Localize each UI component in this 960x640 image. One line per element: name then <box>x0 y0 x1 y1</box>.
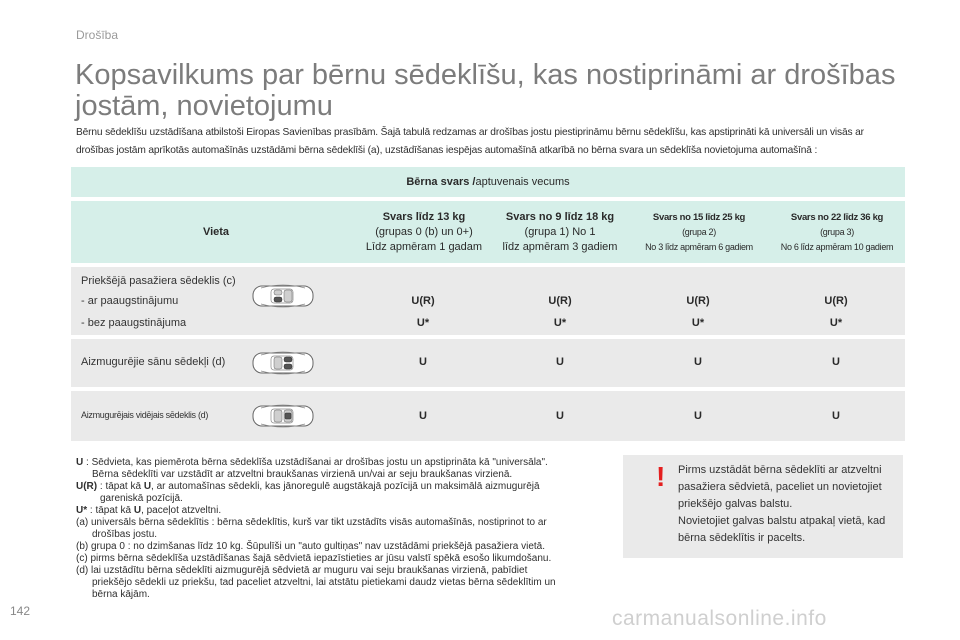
section-label: Drošība <box>76 28 119 42</box>
legend-u <box>76 457 616 469</box>
column-header-group-0 <box>359 201 489 263</box>
column-weight: Svars no 9 līdz 18 kg <box>505 210 615 223</box>
legend-text: : Sēdvieta, kas piemērota bērna sēdeklīša uzstādīšanai ar drošības jostu un apstiprināta kā "universāla". <box>83 457 548 468</box>
column-age: līdz apmēram 3 gadiem <box>502 240 618 253</box>
legend-text: , paceļot atzveltni. <box>141 505 222 516</box>
column-weight: Svars no 15 līdz 25 kg <box>652 211 746 223</box>
place-header <box>71 201 361 263</box>
legend-ur-cont: gareniskā pozīcijā. <box>100 493 183 504</box>
legend-note-a: (a) universāls bērna sēdeklītis : bērna sēdeklītis, kurš var tikt uzstādīts visās automašīnās, nostiprinot to ar <box>76 517 547 528</box>
legend-note-d: (d) lai uzstādītu bērna sēdeklīti aizmugurējā sēdvietā ar muguru vai seju braukšanas virzienā, pabīdiet <box>76 565 528 576</box>
cell-value: U(R) <box>548 295 572 307</box>
legend-note-d-cont: priekšējo sēdekli uz priekšu, tad paceliet atzveltni, lai atstātu pietiekami daudz vietas bērna sēdeklītim un <box>92 577 556 588</box>
legend-us <box>76 505 616 517</box>
cell-value: U <box>419 356 427 368</box>
cell-value: U(R) <box>824 295 848 307</box>
column-age: No 6 līdz apmēram 10 gadiem <box>780 241 894 252</box>
table-top-header <box>71 167 905 197</box>
row-label-without-booster: - bez paaugstinājuma <box>81 317 187 329</box>
column-weight: Svars no 22 līdz 36 kg <box>790 211 884 223</box>
legend-key: U <box>143 481 152 492</box>
cell-value: U* <box>416 317 430 329</box>
legend-text: , ar automašīnas sēdekli, kas jānoregulē augstākajā pozīcijā un maksimālā aizmugurējā <box>151 481 540 492</box>
column-group: (grupas 0 (b) un 0+) <box>375 225 473 238</box>
warning-paragraph-2: Novietojiet galvas balstu atpakaļ vietā, kad bērna sēdeklītis ir pacelts. <box>678 515 886 544</box>
column-age: Līdz apmēram 1 gadam <box>365 240 483 253</box>
car-seat-diagram-icon <box>251 283 315 309</box>
cell-value: U* <box>691 317 705 329</box>
legend-text: : tāpat kā <box>87 505 134 516</box>
cell-value: U <box>556 356 564 368</box>
row-label-with-booster: - ar paaugstinājumu <box>81 295 179 307</box>
table-row-rear-side <box>71 339 905 387</box>
column-weight: Svars līdz 13 kg <box>382 210 466 223</box>
warning-paragraph-1: Pirms uzstādāt bērna sēdeklīti ar atzveltni pasažiera sēdvietā, paceliet un novietojiet priekšējo galvas balstu. <box>678 464 882 510</box>
column-header-group-1 <box>491 201 629 263</box>
intro-line-2: drošības jostām aprīkotās automašīnās uzstādāmi bērna sēdeklīši (a), uzstādīšanas iespējas automašīnā atkarībā no bērna svara un sēdeklīša novietojuma automašīnā : <box>76 145 818 156</box>
column-group: (grupa 2) <box>682 226 716 237</box>
car-seat-diagram-icon <box>251 403 315 429</box>
warning-text <box>678 462 893 547</box>
cell-value: U <box>832 356 840 368</box>
page-title: Kopsavilkums par bērnu sēdeklīšu, kas nostiprināmi ar drošības jostām, novietojumu <box>75 59 896 122</box>
car-seat-diagram-icon <box>251 350 315 376</box>
cell-value: U(R) <box>686 295 710 307</box>
place-header-label: Vieta <box>202 225 230 238</box>
legend-key: U <box>133 505 142 516</box>
row-label: Aizmugurējais vidējais sēdeklis (d) <box>81 410 209 420</box>
cell-value: U <box>832 410 840 422</box>
column-group: (grupa 1) No 1 <box>524 225 596 238</box>
legend-note-d-cont2: bērna kājām. <box>92 589 150 600</box>
table-row-rear-center <box>71 391 905 441</box>
age-header-label: aptuvenais vecums <box>475 176 570 188</box>
legend-key: U(R) <box>76 481 98 492</box>
intro-line-1: Bērnu sēdeklīšu uzstādīšana atbilstoši Eiropas Savienības prasībām. Šajā tabulā redzamas ar drošības jostu piestiprināmu bērnu sēdeklīšu, kas apstiprināti kā universāli un visās ar <box>76 127 864 138</box>
cell-value: U <box>694 356 702 368</box>
watermark: carmanualsonline.info <box>612 607 827 630</box>
row-label: Aizmugurējie sānu sēdekļi (d) <box>81 356 226 368</box>
cell-value: U* <box>553 317 567 329</box>
cell-value: U* <box>829 317 843 329</box>
cell-value: U <box>694 410 702 422</box>
column-group: (grupa 3) <box>820 226 854 237</box>
legend-key: U <box>76 457 84 468</box>
page-number: 142 <box>10 604 31 618</box>
cell-value: U <box>419 410 427 422</box>
column-age: No 3 līdz apmēram 6 gadiem <box>645 241 753 252</box>
row-title: Priekšējā pasažiera sēdeklis (c) <box>81 275 236 287</box>
cell-value: U <box>556 410 564 422</box>
child-seat-table <box>71 167 905 441</box>
legend-note-b: (b) grupa 0 : no dzimšanas līdz 10 kg. Šūpulīši un "auto gultiņas" nav uzstādāmi priekšējā pasažiera vietā. <box>76 541 546 552</box>
legend-u-cont: Bērna sēdeklīti var uzstādīt ar atzveltni braukšanas virzienā un/vai ar seju braukšanas virzienā. <box>92 469 513 480</box>
legend-key: U* <box>76 505 88 516</box>
column-header-group-3 <box>769 201 905 263</box>
legend-text: : tāpat kā <box>97 481 144 492</box>
table-row-front-passenger <box>71 267 905 335</box>
cell-value: U(R) <box>411 295 435 307</box>
legend-note-a-cont: drošības jostu. <box>92 529 158 540</box>
legend-note-c: (c) pirms bērna sēdeklīša uzstādīšanas šajā sēdvietā iepazīstieties ar jūsu valstī spēkā esošo likumdošanu. <box>76 553 552 564</box>
legend <box>76 457 616 601</box>
warning-icon: ! <box>656 461 666 492</box>
intro-text <box>76 124 906 160</box>
table-column-header <box>71 201 905 263</box>
legend-ur <box>76 481 616 493</box>
column-header-group-2 <box>631 201 767 263</box>
warning-box <box>623 455 903 558</box>
weight-header-label: Bērna svars / <box>406 176 476 188</box>
